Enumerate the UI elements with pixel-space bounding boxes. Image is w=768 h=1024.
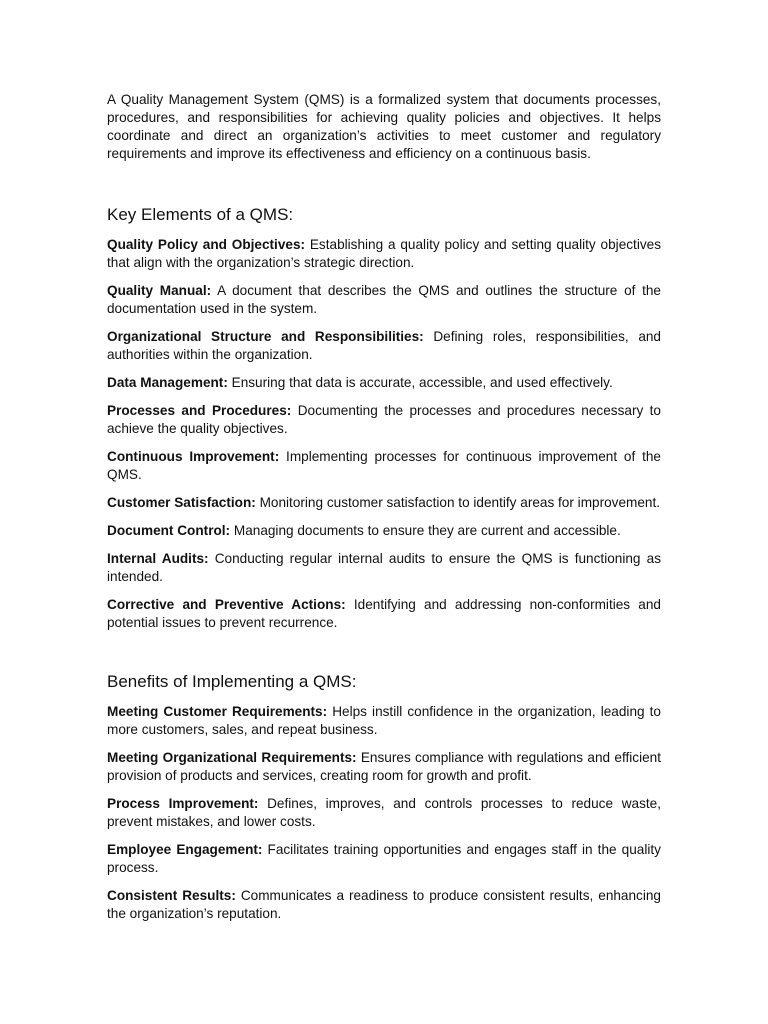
element-item xyxy=(107,522,661,540)
element-item xyxy=(107,282,661,318)
element-term: Corrective and Preventive Actions: xyxy=(107,597,346,612)
benefit-term: Process Improvement: xyxy=(107,796,259,811)
element-term: Quality Policy and Objectives: xyxy=(107,237,306,252)
element-item xyxy=(107,236,661,272)
element-term: Document Control: xyxy=(107,523,231,538)
benefit-term: Meeting Organizational Requirements: xyxy=(107,750,357,765)
element-description: Identifying and addressing non-conformities and potential issues to prevent recurrence. xyxy=(107,597,661,630)
benefit-description: Facilitates training opportunities and engages staff in the quality process. xyxy=(107,842,661,875)
element-item xyxy=(107,494,661,512)
intro-paragraph: A Quality Management System (QMS) is a formalized system that documents processes, procedures, and responsibilities for achieving quality policies and objectives. It helps coordinate and direct an organization’s activities to meet customer and regulatory requirements and improve its effectiveness and efficiency on a continuous basis. xyxy=(107,92,661,161)
benefit-description: Defines, improves, and controls processes to reduce waste, prevent mistakes, and lower costs. xyxy=(107,796,661,829)
element-description: Implementing processes for continuous improvement of the QMS. xyxy=(107,449,661,482)
element-description: Ensuring that data is accurate, accessible, and used effectively. xyxy=(227,375,613,390)
benefit-term: Employee Engagement: xyxy=(107,842,263,857)
key-elements-heading: Key Elements of a QMS: xyxy=(107,205,294,224)
element-description: Defining roles, responsibilities, and authorities within the organization. xyxy=(107,329,661,362)
element-item xyxy=(107,448,661,484)
element-description: Documenting the processes and procedures necessary to achieve the quality objectives. xyxy=(107,403,661,436)
element-item xyxy=(107,402,661,438)
element-item xyxy=(107,596,661,632)
benefits-heading: Benefits of Implementing a QMS: xyxy=(107,672,357,691)
benefit-term: Meeting Customer Requirements: xyxy=(107,704,328,719)
element-description: Conducting regular internal audits to ensure the QMS is functioning as intended. xyxy=(107,551,661,584)
element-description: Managing documents to ensure they are current and accessible. xyxy=(230,523,621,538)
benefit-description: Ensures compliance with regulations and efficient provision of products and services, creating room for growth and profit. xyxy=(107,750,661,783)
element-term: Continuous Improvement: xyxy=(107,449,280,464)
element-item xyxy=(107,374,661,392)
benefit-description: Communicates a readiness to produce consistent results, enhancing the organization’s reputation. xyxy=(107,888,661,921)
element-term: Customer Satisfaction: xyxy=(107,495,256,510)
element-term: Internal Audits: xyxy=(107,551,209,566)
element-description: A document that describes the QMS and outlines the structure of the documentation used in the system. xyxy=(107,283,661,316)
benefit-description: Helps instill confidence in the organization, leading to more customers, sales, and repeat business. xyxy=(107,704,661,737)
benefit-item xyxy=(107,841,661,877)
benefit-item xyxy=(107,887,661,923)
element-item xyxy=(107,328,661,364)
element-term: Organizational Structure and Responsibilities: xyxy=(107,329,424,344)
element-description: Establishing a quality policy and setting quality objectives that align with the organization’s strategic direction. xyxy=(107,237,661,270)
benefit-item xyxy=(107,703,661,739)
element-term: Processes and Procedures: xyxy=(107,403,292,418)
element-description: Monitoring customer satisfaction to identify areas for improvement. xyxy=(255,495,661,510)
benefit-term: Consistent Results: xyxy=(107,888,236,903)
element-term: Data Management: xyxy=(107,375,228,390)
benefit-item xyxy=(107,749,661,785)
benefit-item xyxy=(107,795,661,831)
element-item xyxy=(107,550,661,586)
element-term: Quality Manual: xyxy=(107,283,212,298)
